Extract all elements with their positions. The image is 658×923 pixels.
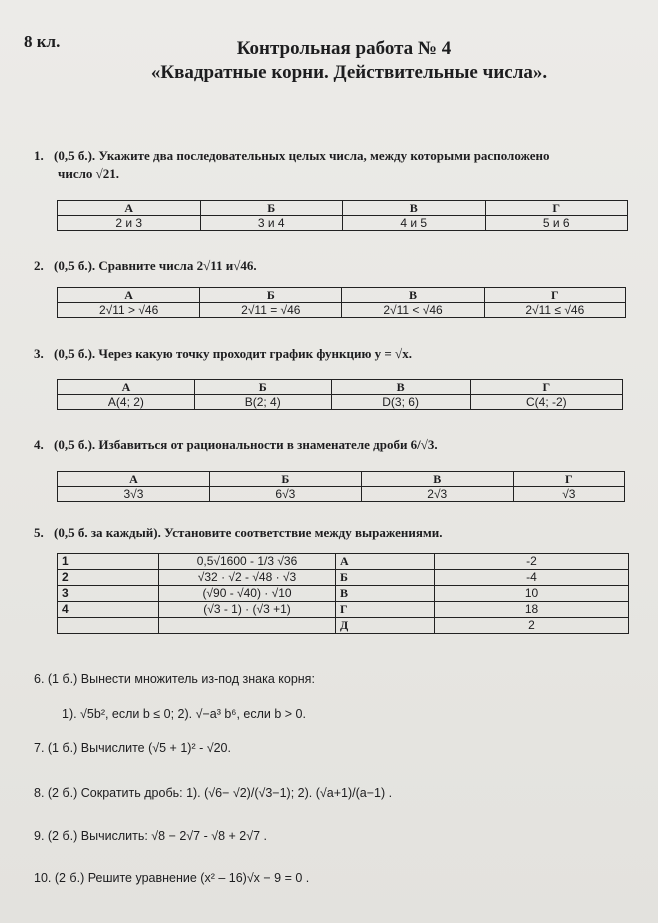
answer-cell: D(3; 6)	[331, 395, 470, 410]
matching-row	[58, 570, 629, 586]
value-cell: 2	[435, 618, 629, 634]
page-subtitle: «Квадратные корни. Действительные числа».	[150, 62, 548, 83]
question-2	[34, 258, 257, 274]
answer-cell: 2√11 > √46	[58, 303, 200, 318]
answer-table-4	[57, 471, 625, 502]
answer-cell: 4 и 5	[343, 216, 486, 231]
answer-cell: 2 и 3	[58, 216, 201, 231]
col-header-b: Б	[194, 380, 331, 395]
question-5	[34, 525, 443, 541]
col-header-g: Г	[484, 288, 625, 303]
matching-row	[58, 602, 629, 618]
question-text: (0,5 б.). Сравните числа 2√11 и√46.	[54, 258, 257, 273]
expression-cell: (√3 - 1) · (√3 +1)	[159, 602, 336, 618]
question-8: 8. (2 б.) Сократить дробь: 1). (√6− √2)/(√3−1); 2). (√a+1)/(a−1) .	[34, 786, 393, 800]
value-cell: -2	[435, 554, 629, 570]
matching-row	[58, 554, 629, 570]
col-header-a: А	[58, 472, 210, 487]
col-header-a: А	[58, 380, 195, 395]
value-cell: 10	[435, 586, 629, 602]
question-4	[34, 437, 438, 453]
answer-cell: 3 и 4	[200, 216, 343, 231]
col-header-a: А	[58, 201, 201, 216]
value-cell: -4	[435, 570, 629, 586]
expression-cell: 0,5√1600 - 1/3 √36	[159, 554, 336, 570]
grade-label: 8 кл.	[24, 32, 61, 51]
question-number: 2.	[34, 258, 44, 273]
letter-cell: Д	[336, 618, 435, 634]
question-7: 7. (1 б.) Вычислите (√5 + 1)² - √20.	[34, 741, 231, 755]
col-header-v: В	[343, 201, 486, 216]
col-header-v: В	[331, 380, 470, 395]
row-number: 4	[58, 602, 159, 618]
question-text: (0,5 б.). Избавиться от рациональности в знаменателе дроби 6/√3.	[54, 437, 438, 452]
question-number: 3.	[34, 346, 44, 361]
question-6-subitems: 1). √5b², если b ≤ 0; 2). √−a³ b⁶, если b > 0.	[62, 707, 306, 721]
question-text: (0,5 б. за каждый). Установите соответствие между выражениями.	[54, 525, 443, 540]
row-number	[58, 618, 159, 634]
answer-table-3	[57, 379, 623, 410]
answer-table-2	[57, 287, 626, 318]
col-header-b: Б	[200, 201, 343, 216]
col-header-g: Г	[470, 380, 622, 395]
answer-cell: 2√11 < √46	[342, 303, 484, 318]
matching-row	[58, 586, 629, 602]
answer-cell: 6√3	[209, 487, 361, 502]
row-number: 3	[58, 586, 159, 602]
page-title: Контрольная работа № 4	[236, 38, 452, 59]
question-number: 4.	[34, 437, 44, 452]
matching-row	[58, 618, 629, 634]
letter-cell: А	[336, 554, 435, 570]
col-header-a: А	[58, 288, 200, 303]
col-header-g: Г	[485, 201, 628, 216]
answer-cell: 3√3	[58, 487, 210, 502]
letter-cell: Б	[336, 570, 435, 586]
expression-cell	[159, 618, 336, 634]
letter-cell: В	[336, 586, 435, 602]
question-number: 1.	[34, 148, 44, 163]
col-header-v: В	[342, 288, 484, 303]
question-3	[34, 346, 412, 362]
col-header-v: В	[361, 472, 513, 487]
answer-cell: 2√3	[361, 487, 513, 502]
col-header-b: Б	[209, 472, 361, 487]
question-1	[34, 148, 550, 164]
col-header-b: Б	[200, 288, 342, 303]
question-1-line2: число √21.	[58, 166, 120, 181]
question-number: 5.	[34, 525, 44, 540]
value-cell: 18	[435, 602, 629, 618]
answer-table-1	[57, 200, 628, 231]
question-text: (0,5 б.). Через какую точку проходит график функцию y = √x.	[54, 346, 412, 361]
question-10: 10. (2 б.) Решите уравнение (x² – 16)√x − 9 = 0 .	[34, 871, 310, 885]
expression-cell: √32 · √2 - √48 · √3	[159, 570, 336, 586]
answer-cell: √3	[513, 487, 624, 502]
answer-cell: 2√11 ≤ √46	[484, 303, 625, 318]
matching-table	[57, 553, 629, 634]
col-header-g: Г	[513, 472, 624, 487]
question-6: 6. (1 б.) Вынести множитель из-под знака корня:	[34, 672, 315, 686]
answer-cell: A(4; 2)	[58, 395, 195, 410]
expression-cell: (√90 - √40) · √10	[159, 586, 336, 602]
question-9: 9. (2 б.) Вычислить: √8 − 2√7 - √8 + 2√7 .	[34, 829, 267, 843]
question-text: (0,5 б.). Укажите два последовательных целых числа, между которыми расположено	[54, 148, 550, 163]
answer-cell: C(4; -2)	[470, 395, 622, 410]
answer-cell: 5 и 6	[485, 216, 628, 231]
row-number: 1	[58, 554, 159, 570]
answer-cell: 2√11 = √46	[200, 303, 342, 318]
answer-cell: B(2; 4)	[194, 395, 331, 410]
row-number: 2	[58, 570, 159, 586]
letter-cell: Г	[336, 602, 435, 618]
